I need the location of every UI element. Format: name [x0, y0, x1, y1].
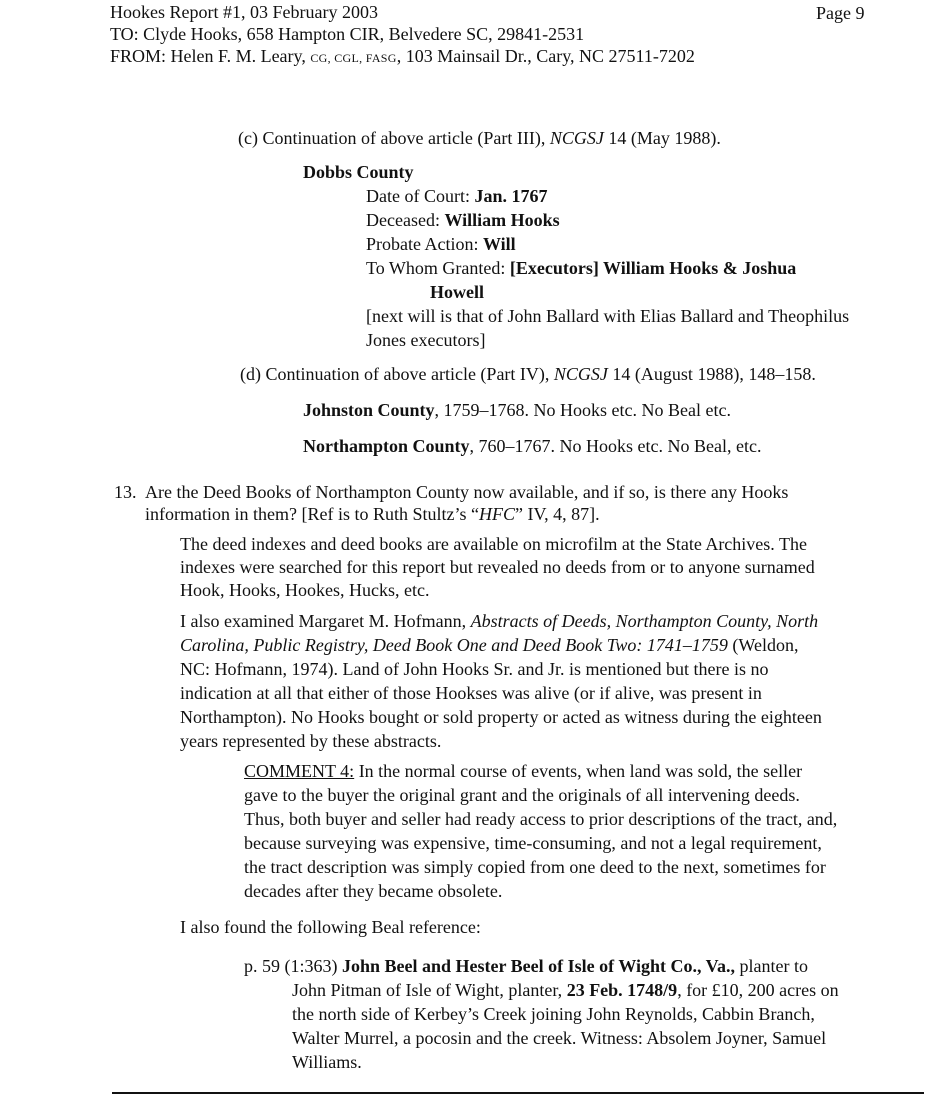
from-suffix: , 103 Mainsail Dr., Cary, NC 27511-7202 [396, 46, 695, 66]
comment-line3: Thus, both buyer and seller had ready access to prior descriptions of the tract, and, [244, 809, 838, 829]
item-c-line: (c) Continuation of above article (Part III), NCGSJ 14 (May 1988). [238, 128, 721, 148]
johnston-county-line: Johnston County, 1759–1768. No Hooks etc. No Beal etc. [303, 400, 731, 420]
answer-p1-line1: The deed indexes and deed books are available on microfilm at the State Archives. The [180, 534, 807, 554]
book-title-continued: Carolina, Public Registry, Deed Book One and Deed Book Two: 1741–1759 [180, 635, 728, 655]
answer-p2-line6: years represented by these abstracts. [180, 731, 442, 751]
comment-line1: COMMENT 4: In the normal course of events, when land was sold, the seller [244, 761, 803, 781]
deceased: Deceased: William Hooks [366, 210, 560, 230]
question-line2: information in them? [Ref is to Ruth Stultz’s “HFC” IV, 4, 87]. [145, 504, 600, 524]
book-title: Abstracts of Deeds, Northampton County, North [470, 611, 819, 631]
comment-line5: the tract description was simply copied from one deed to the next, sometimes for [244, 857, 826, 877]
comment-line4: because surveying was expensive, time-consuming, and not a legal requirement, [244, 833, 822, 853]
comment-line2: gave to the buyer the original grant and the originals of all intervening deeds. [244, 785, 800, 805]
reference-line1: p. 59 (1:363) John Beel and Hester Beel of Isle of Wight Co., Va., planter to [244, 956, 809, 976]
answer-p1-line3: Hook, Hooks, Hookes, Hucks, etc. [180, 580, 430, 600]
answer-p2-line5: Northampton). No Hooks bought or sold property or acted as witness during the eighteen [180, 707, 822, 727]
page-number: Page 9 [816, 3, 865, 23]
answer-p2-line2: Carolina, Public Registry, Deed Book One and Deed Book Two: 1741–1759 (Weldon, [180, 635, 799, 655]
journal-name: NCGSJ [549, 128, 604, 148]
beal-intro: I also found the following Beal reference: [180, 917, 481, 937]
item-d-label: (d) [240, 364, 261, 384]
answer-p2-line1: I also examined Margaret M. Hofmann, Abstracts of Deeds, Northampton County, North [180, 611, 819, 631]
next-will-note-line2: Jones executors] [366, 330, 486, 350]
item-d-line: (d) Continuation of above article (Part IV), NCGSJ 14 (August 1988), 148–158. [240, 364, 816, 384]
dobbs-county-heading: Dobbs County [303, 162, 414, 182]
item-13-number: 13. [114, 482, 137, 502]
answer-p2-line3: NC: Hofmann, 1974). Land of John Hooks Sr. and Jr. is mentioned but there is no [180, 659, 769, 679]
footer-rule [112, 1092, 924, 1094]
reference-line5: Williams. [292, 1052, 362, 1072]
comment-label: COMMENT 4: [244, 761, 355, 781]
to-line: TO: Clyde Hooks, 658 Hampton CIR, Belvedere SC, 29841-2531 [110, 24, 585, 44]
next-will-note-line1: [next will is that of John Ballard with Elias Ballard and Theophilus [366, 306, 850, 326]
court-date: Date of Court: Jan. 1767 [366, 186, 548, 206]
granted-to: To Whom Granted: [Executors] William Hooks & Joshua [366, 258, 797, 278]
granted-to-continued: Howell [430, 282, 484, 302]
journal-name: NCGSJ [553, 364, 608, 384]
reference-line2: John Pitman of Isle of Wight, planter, 23 Feb. 1748/9, for £10, 200 acres on [292, 980, 839, 1000]
from-line [110, 45, 910, 67]
reference-line4: Walter Murrel, a pocosin and the creek. Witness: Absolem Joyner, Samuel [292, 1028, 827, 1048]
question-line1: Are the Deed Books of Northampton County now available, and if so, is there any Hooks [145, 482, 789, 502]
answer-p1-line2: indexes were searched for this report but revealed no deeds from or to anyone surnamed [180, 557, 815, 577]
from-prefix: FROM: Helen F. M. Leary, [110, 46, 306, 66]
comment-line6: decades after they became obsolete. [244, 881, 503, 901]
probate-action: Probate Action: Will [366, 234, 516, 254]
report-title-line: Hookes Report #1, 03 February 2003 [110, 2, 378, 22]
from-credentials: CG, CGL, FASG [310, 51, 397, 65]
report-header [110, 1, 910, 67]
reference-line3: the north side of Kerbey’s Creek joining John Reynolds, Cabbin Branch, [292, 1004, 815, 1024]
northampton-county-line: Northampton County, 760–1767. No Hooks etc. No Beal, etc. [303, 436, 762, 456]
answer-p2-line4: indication at all that either of those Hookses was alive (or if alive, was present in [180, 683, 762, 703]
item-c-label: (c) [238, 128, 258, 148]
